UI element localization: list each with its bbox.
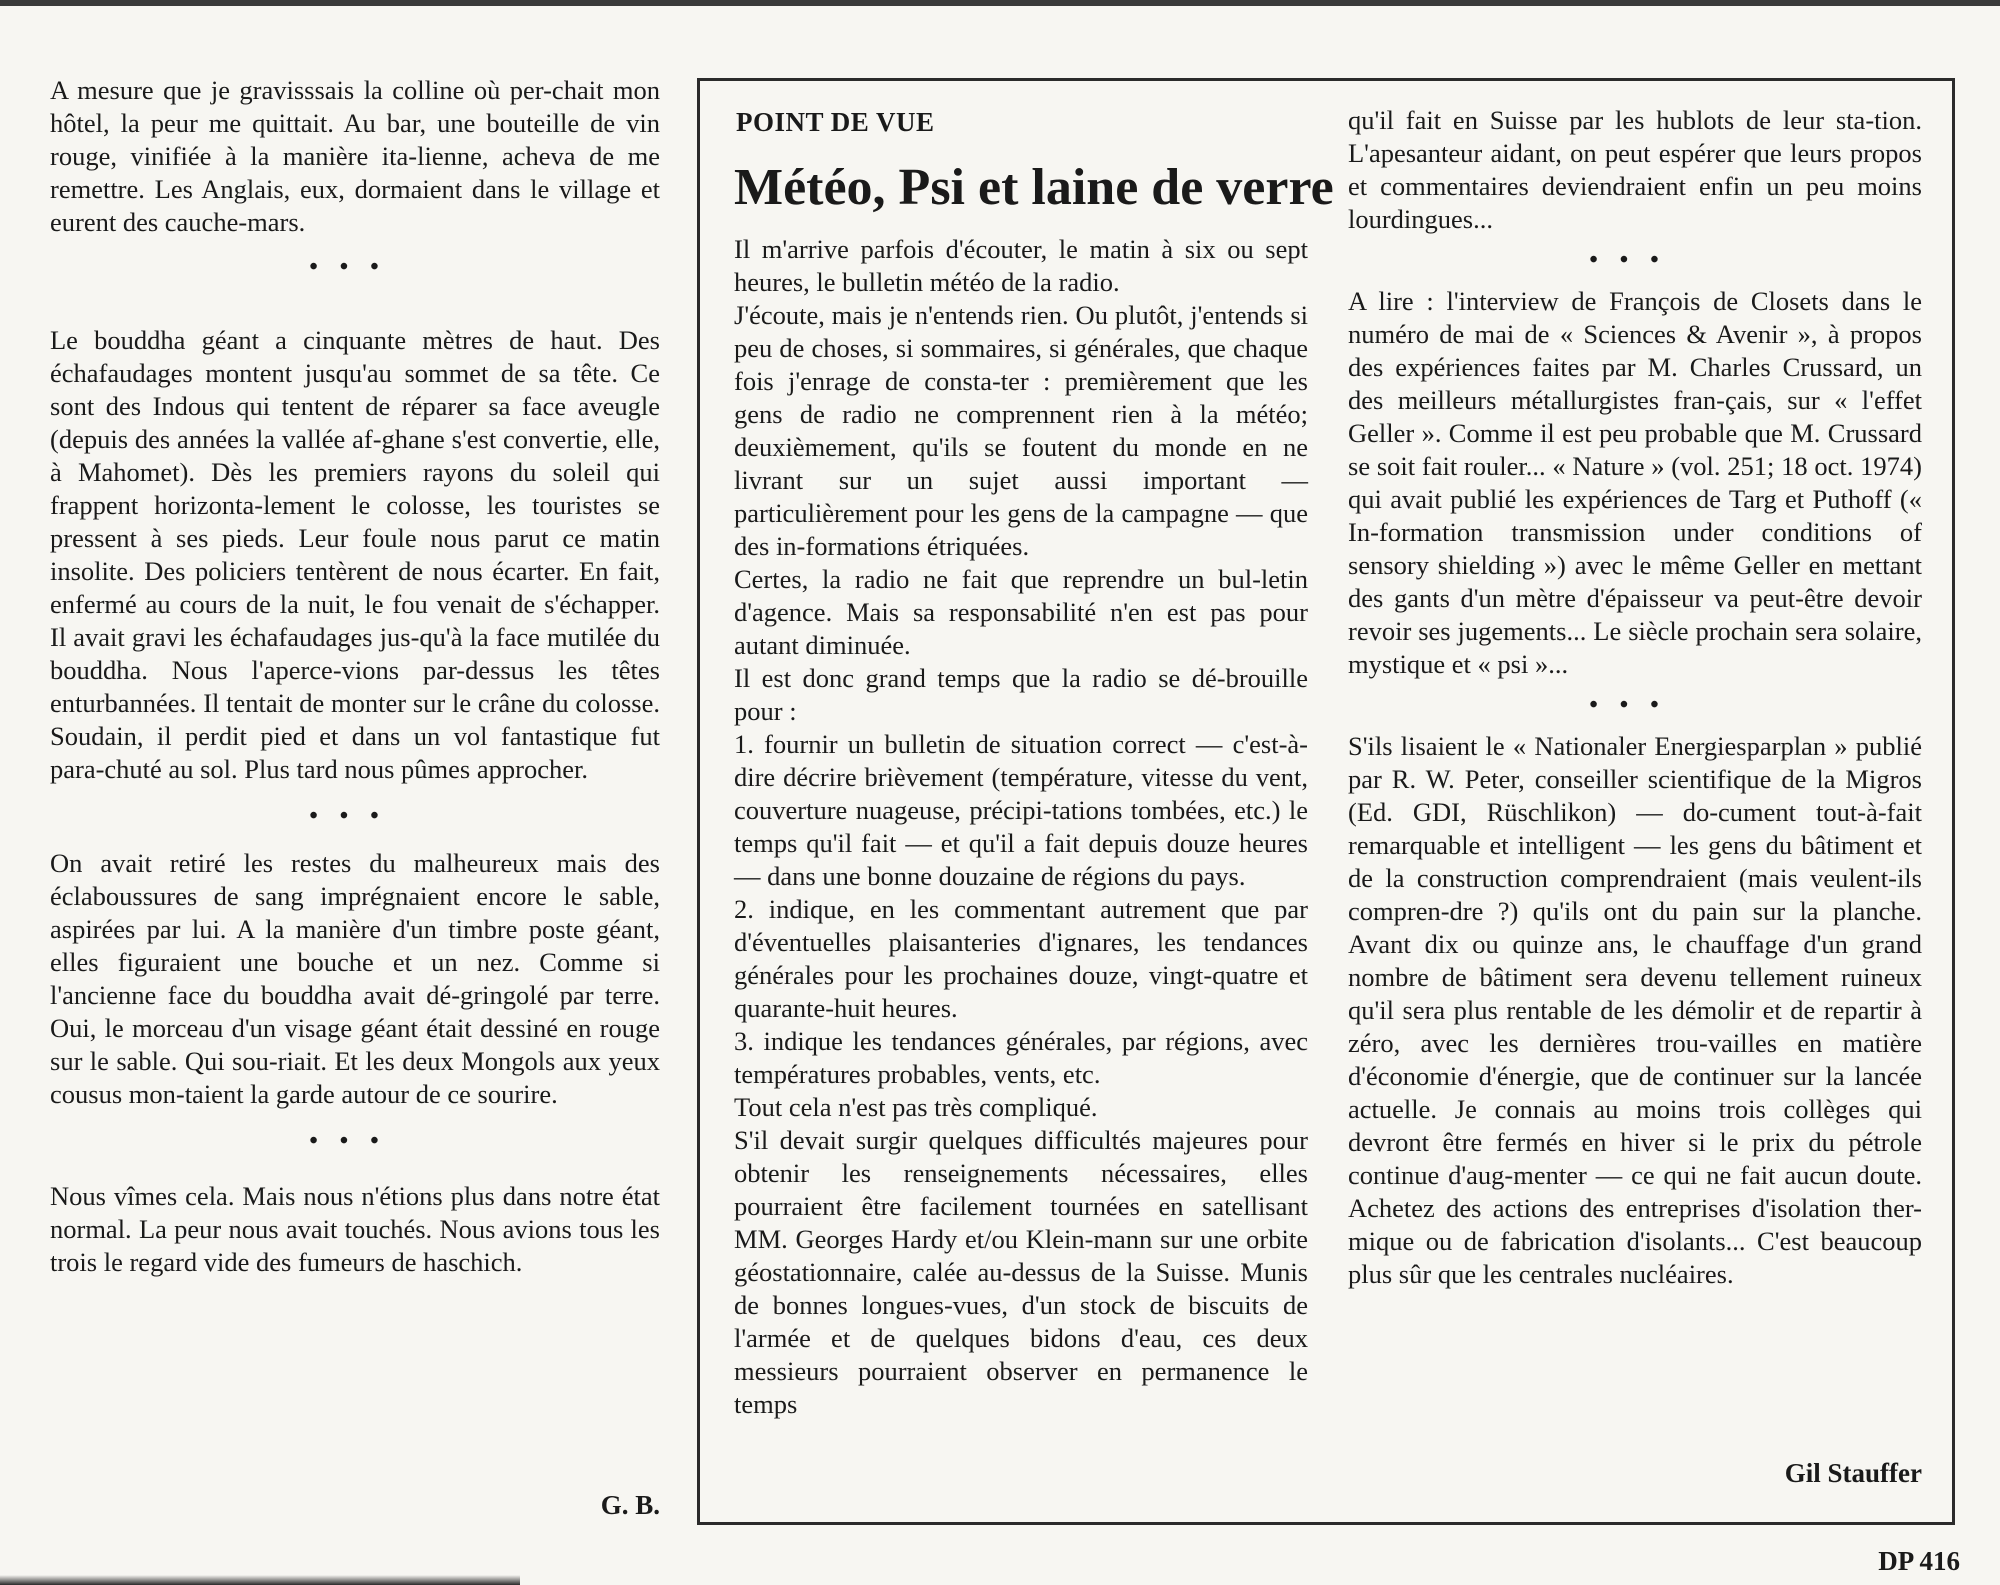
article-paragraph-1: Il m'arrive parfois d'écouter, le matin à six ou sept heures, le bulletin météo de la radio. xyxy=(734,234,1308,297)
article-paragraph-4: Il est donc grand temps que la radio se dé-brouille pour : xyxy=(734,663,1308,726)
page-edge-shadow xyxy=(0,1575,520,1585)
article-paragraph-3: Certes, la radio ne fait que reprendre un bul-letin d'agence. Mais sa responsabilité n'en est pas pour autant diminuée. xyxy=(734,564,1308,660)
left-signature: G. B. xyxy=(600,1490,660,1520)
left-column xyxy=(50,74,660,1279)
article-list-item-2: 2. indique, en les commentant autrement que par d'éventuelles plaisanteries d'ignares, les tendances générales pour les prochaines douze, vingt-quatre et quarante-huit heures. xyxy=(734,894,1308,1023)
article-list-item-3: 3. indique les tendances générales, par régions, avec températures probables, vents, etc. xyxy=(734,1026,1308,1089)
article-middle-column xyxy=(734,233,1308,1421)
article-headline: Météo, Psi et laine de verre xyxy=(734,159,1334,216)
section-separator: ••• xyxy=(1589,692,1681,718)
top-rule xyxy=(0,0,2000,6)
section-separator: ••• xyxy=(309,1128,401,1154)
article-paragraph-8: A lire : l'interview de François de Closets dans le numéro de mai de « Sciences & Avenir », à propos des expériences faites par M. Charles Crussard, un des meilleurs métallurgistes fran-çais, sur « l'effet Geller ». Comme il est peu probable que M. Crussard se soit fait rouler... « Nature » (vol. 251; 18 oct. 1974) qui avait publié les expériences de Targ et Puthoff (« In-formation transmission under conditions of sensory shielding ») avec le même Geller en mettant des gants d'un mètre d'épaisseur va peut-être devoir revoir ses jugements... Le siècle prochain sera solaire, mystique et « psi »... xyxy=(1348,286,1922,679)
section-separator: ••• xyxy=(1589,247,1681,273)
section-separator: ••• xyxy=(309,803,401,829)
left-paragraph-4: Nous vîmes cela. Mais nous n'étions plus dans notre état normal. La peur nous avait touchés. Nous avions tous les trois le regard vide des fumeurs de haschich. xyxy=(50,1181,660,1277)
left-paragraph-1: A mesure que je gravisssais la colline où per-chait mon hôtel, la peur me quittait. Au bar, une bouteille de vin rouge, vinifiée à la manière ita-lienne, acheva de me remettre. Les Anglais, eux, dormaient dans le village et eurent des cauche-mars. xyxy=(50,75,660,237)
article-paragraph-2: J'écoute, mais je n'entends rien. Ou plutôt, j'entends si peu de choses, si sommaires, si générales, que chaque fois j'enrage de consta-ter : premièrement que les gens de radio ne comprennent rien à la météo; deuxièmement, qu'ils se foutent du monde en ne livrant sur un sujet aussi important — particulièrement pour les gens de la campagne — que des in-formations étriquées. xyxy=(734,300,1308,561)
article-paragraph-6: S'il devait surgir quelques difficultés majeures pour obtenir les renseignements nécessaires, elles pourraient être facilement tournées en satellisant MM. Georges Hardy et/ou Klein-mann sur une orbite géostationnaire, calée au-dessus de la Suisse. Munis de bonnes longues-vues, d'un stock de biscuits de l'armée et de quelques bidons d'eau, ces deux messieurs pourraient observer en permanence le temps xyxy=(734,1125,1308,1419)
article-paragraph-7: qu'il fait en Suisse par les hublots de leur sta-tion. L'apesanteur aidant, on peut espérer que leurs propos et commentaires deviendraient enfin un peu moins lourdingues... xyxy=(1348,105,1922,234)
article-list-item-1: 1. fournir un bulletin de situation correct — c'est-à-dire décrire brièvement (température, vitesse du vent, couverture nuageuse, précipi-tations tombées, etc.) le temps qu'il fait — et qu'il a fait depuis douze heures — dans une bonne douzaine de régions du pays. xyxy=(734,729,1308,891)
left-paragraph-3: On avait retiré les restes du malheureux mais des éclaboussures de sang imprégnaient encore le sable, aspirées par lui. A la manière d'un timbre poste géant, elles figuraient une bouche et un nez. Comme si l'ancienne face du bouddha avait dé-gringolé par terre. Oui, le morceau d'un visage géant était dessiné en rouge sur le sable. Qui sou-riait. Et les deux Mongols aux yeux cousus mon-taient la garde autour de ce sourire. xyxy=(50,848,660,1109)
section-separator: ••• xyxy=(309,254,401,280)
article-signature: Gil Stauffer xyxy=(1784,1458,1922,1488)
article-right-column xyxy=(1348,104,1922,1291)
page-number: DP 416 xyxy=(1878,1546,1960,1576)
article-paragraph-5: Tout cela n'est pas très compliqué. xyxy=(734,1092,1098,1122)
section-kicker: POINT DE VUE xyxy=(736,107,935,137)
left-paragraph-2: Le bouddha géant a cinquante mètres de haut. Des échafaudages montent jusqu'au sommet de sa tête. Ce sont des Indous qui tentent de réparer sa face aveugle (depuis des années la vallée af-ghane s'est convertie, elle, à Mahomet). Dès les premiers rayons du soleil qui frappent horizonta-lement le colosse, les touristes se pressent à ses pieds. Leur foule nous parut ce matin insolite. Des policiers tentèrent de nous écarter. En fait, enfermé au cours de la nuit, le fou venait de s'échapper. Il avait gravi les échafaudages jus-qu'à la face mutilée du bouddha. Nous l'aperce-vions par-dessus les têtes enturbannées. Il tentait de monter sur le crâne du colosse. Soudain, il perdit pied et dans un vol fantastique fut para-chuté au sol. Plus tard nous pûmes approcher. xyxy=(50,325,660,784)
article-paragraph-9: S'ils lisaient le « Nationaler Energiesparplan » publié par R. W. Peter, conseiller scientifique de la Migros (Ed. GDI, Rüschlikon) — do-cument tout-à-fait remarquable et intelligent — les gens du bâtiment et de la construction comprendraient (mais veulent-ils compren-dre ?) qu'ils ont du pain sur la planche. Avant dix ou quinze ans, le chauffage d'un grand nombre de bâtiment sera devenu tellement ruineux qu'il sera plus rentable de les démolir et de repartir à zéro, avec les dernières trou-vailles en matière d'économie d'énergie, que de continuer sur la lancée actuelle. Je connais au moins trois collèges qui devront être fermés en hiver si le prix du pétrole continue d'aug-menter — ce qui ne fait aucun doute. Achetez des actions des entreprises d'isolation ther-mique ou de fabrication d'isolants... C'est beaucoup plus sûr que les centrales nucléaires. xyxy=(1348,731,1922,1289)
